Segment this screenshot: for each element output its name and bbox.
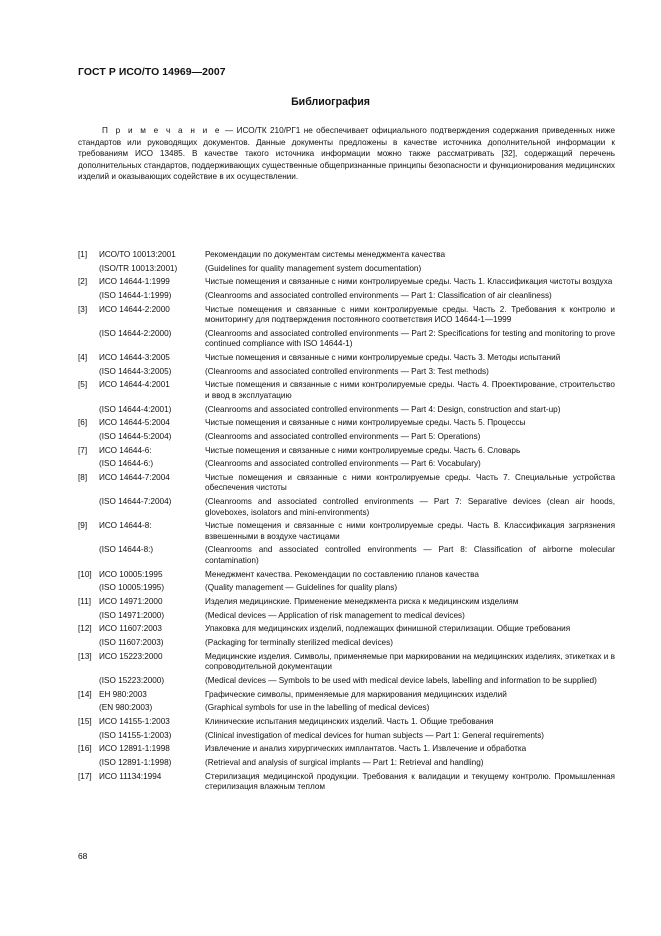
bibliography-list [78,250,615,796]
standard-code: ИСО 14644-4:2001 [99,380,170,390]
bibliography-row [78,731,615,741]
bibliography-entry [78,717,615,741]
bibliography-entry [78,652,615,687]
standard-title: Чистые помещения и связанные с ними контролируемые среды. Часть 7. Специальные устройства обеспечения чистоты [205,473,615,493]
standard-title: (Clinical investigation of medical devices for human subjects — Part 1: General requirements) [205,730,545,740]
entry-number: [10] [78,569,92,579]
entry-number: [6] [78,418,88,428]
entry-number [78,583,99,593]
standard-title: Медицинские изделия. Символы, применяемые при маркировании на медицинских изделиях, этикетках и в сопроводительной документации [205,651,615,672]
entry-number [78,758,99,768]
entry-number: [9] [78,521,88,531]
entry-number: [11] [78,596,92,606]
bibliography-note [78,125,615,183]
standard-title: Извлечение и анализ хирургических имплантатов. Часть 1. Извлечение и обработка [205,744,527,754]
standard-code: (ISO 14971:2000) [99,610,165,620]
standard-code: (ISO/TR 10013:2001) [99,263,178,273]
standard-code: ИСО 14155-1:2003 [99,716,170,726]
standard-title: Упаковка для медицинских изделий, подлежащих финишной стерилизации. Общие требования [205,624,571,634]
standard-code: ИСО 14644-3:2005 [99,353,170,363]
standard-title: (Cleanrooms and associated controlled environments — Part 1: Classification of air cleanliness) [205,291,552,301]
standard-title: (Cleanrooms and associated controlled environments — Part 8: Classification of airborne molecular contamination) [205,545,615,565]
entry-number [78,405,99,415]
entry-number [78,731,99,741]
bibliography-entry [78,744,615,768]
bibliography-row [78,353,615,363]
standard-code: (ISO 14644-3:2005) [99,366,172,376]
standard-title: Чистые помещения и связанные с ними контролируемые среды. Часть 6. Словарь [205,445,521,455]
bibliography-row [78,624,615,634]
standard-title: Рекомендации по документам системы менеджмента качества [205,250,446,259]
standard-title: (Medical devices — Symbols to be used with medical device labels, labelling and information to be supplied) [205,675,597,685]
entry-number: [15] [78,716,92,726]
standard-title: (Quality management — Guidelines for quality plans) [205,583,398,593]
standard-code: ИСО 14644-1:1999 [99,277,170,287]
bibliography-row [78,277,615,287]
entry-number [78,638,99,648]
bibliography-row [78,717,615,727]
standard-code: ЕН 980:2003 [99,689,147,699]
bibliography-entry [78,446,615,470]
bibliography-row [78,446,615,456]
bibliography-row [78,329,615,350]
entry-number [78,611,99,621]
bibliography-entry [78,277,615,301]
standard-title: (Retrieval and analysis of surgical implants — Part 1: Retrieval and handling) [205,758,484,768]
bibliography-row [78,772,615,793]
standard-title: (Cleanrooms and associated controlled environments — Part 7: Separative devices (clean air hoods, gloveboxes, isolators and mini-environments) [205,497,615,517]
bibliography-row [78,405,615,415]
bibliography-row [78,744,615,754]
standard-title: (Guidelines for quality management system documentation) [205,263,422,273]
section-title: Библиография [291,96,370,108]
entry-number [78,676,99,686]
standard-code: ИСО 15223:2000 [99,651,163,661]
bibliography-row [78,418,615,428]
entry-number: [7] [78,445,88,455]
entry-number [78,497,99,518]
standard-code: ИСО 14644-6: [99,445,152,455]
standard-code: (ISO 15223:2000) [99,675,165,685]
bibliography-row [78,264,615,274]
bibliography-entry [78,380,615,415]
bibliography-row [78,459,615,469]
standard-code: ИСО 14644-7:2004 [99,473,170,483]
standard-title: Чистые помещения и связанные с ними контролируемые среды. Часть 3. Методы испытаний [205,353,561,363]
standard-title: (Packaging for terminally sterilized medical devices) [205,638,393,648]
standard-code: (EN 980:2003) [99,703,153,713]
standard-title: Чистые помещения и связанные с ними контролируемые среды. Часть 4. Проектирование, строительство и ввод в эксплуатацию [205,380,615,400]
bibliography-row [78,432,615,442]
bibliography-entry [78,690,615,714]
bibliography-entry [78,250,615,274]
bibliography-row [78,367,615,377]
standard-code: (ISO 12891-1:1998) [99,758,172,768]
standard-title: (Cleanrooms and associated controlled environments — Part 3: Test methods) [205,366,489,376]
standard-title: Чистые помещения и связанные с ними контролируемые среды. Часть 5. Процессы [205,418,526,428]
standard-title: Клинические испытания медицинских изделий. Часть 1. Общие требования [205,716,494,726]
standard-code: ИСО 12891-1:1998 [99,744,170,754]
bibliography-row [78,597,615,607]
bibliography-entry [78,772,615,793]
entry-number: [3] [78,304,88,314]
bibliography-entry [78,570,615,594]
document-id: ГОСТ Р ИСО/ТО 14969—2007 [78,67,226,78]
bibliography-row [78,250,615,260]
bibliography-row [78,497,615,518]
bibliography-row [78,638,615,648]
page-number: 68 [78,851,88,861]
note-text: — ИСО/ТК 210/РГ1 не обеспечивает официального подтверждения содержания приведенных ниже стандартов или руководящих документов. Данные документы предложены в качестве источника дополнительной информации к требованиям ИСО 13485. В качестве такого источника информации можно также рассматривать [32], содержащий перечень дополнительных стандартов, поддерживающих существенные общепризнанные принципы безопасности и функционирования медицинских изделий и оказывающих содействие в их осуществлении. [78,126,616,181]
standard-code: (ISO 14644-4:2001) [99,404,172,414]
bibliography-row [78,611,615,621]
bibliography-entry [78,521,615,566]
bibliography-entry [78,418,615,442]
standard-title: Чистые помещения и связанные с ними контролируемые среды. Часть 1. Классификация чистоты воздуха [205,277,613,287]
entry-number: [5] [78,380,88,390]
standard-code: (ISO 14644-5:2004) [99,431,172,441]
standard-title: (Cleanrooms and associated controlled environments — Part 6: Vocabulary) [205,459,481,469]
bibliography-row [78,758,615,768]
bibliography-row [78,545,615,566]
standard-code: ИСО 11607:2003 [99,624,162,634]
bibliography-row [78,305,615,326]
standard-code: ИСО 14644-2:2000 [99,304,170,314]
standard-code: (ISO 14644-7:2004) [99,497,172,507]
entry-number: [1] [78,250,88,259]
entry-number [78,291,99,301]
bibliography-entry [78,473,615,518]
standard-code: ИСО 11134:1994 [99,771,162,781]
bibliography-row [78,690,615,700]
standard-code: ИСО 14971:2000 [99,596,163,606]
bibliography-row [78,291,615,301]
bibliography-row [78,380,615,401]
entry-number [78,545,99,566]
bibliography-row [78,473,615,494]
entry-number [78,329,99,350]
standard-title: Чистые помещения и связанные с ними контролируемые среды. Часть 2. Требования к контролю и мониторингу для подтверждения постоянного соответствия ИСО 14644-1—1999 [205,304,615,325]
standard-title: Стерилизация медицинской продукции. Требования к валидации и текущему контролю. Промышленная стерилизация влажным теплом [205,771,615,792]
entry-number: [17] [78,771,92,781]
standard-title: (Cleanrooms and associated controlled environments — Part 5: Operations) [205,431,481,441]
standard-title: Изделия медицинские. Применение менеджмента риска к медицинским изделиям [205,596,519,606]
standard-title: (Cleanrooms and associated controlled environments — Part 2: Specifications for testing and monitoring to prove continued compliance with ISO 14644-1) [205,328,615,349]
standard-code: (ISO 10005:1995) [99,583,165,593]
standard-code: ИСО 14644-5:2004 [99,418,170,428]
entry-number: [16] [78,744,92,754]
bibliography-entry [78,353,615,377]
standard-title: (Graphical symbols for use in the labelling of medical devices) [205,703,430,713]
entry-number: [14] [78,689,92,699]
bibliography-row [78,583,615,593]
standard-title: Графические символы, применяемые для маркирования медицинских изделий [205,689,507,699]
standard-title: (Cleanrooms and associated controlled environments — Part 4: Design, construction and start-up) [205,404,561,414]
entry-number [78,432,99,442]
entry-number: [4] [78,353,88,363]
standard-code: ИСО/ТО 10013:2001 [99,250,176,259]
entry-number [78,264,99,274]
bibliography-entry [78,597,615,621]
standard-code: (ISO 14155-1:2003) [99,730,172,740]
bibliography-row [78,521,615,542]
entry-number [78,367,99,377]
standard-code: ИСО 10005:1995 [99,569,163,579]
standard-code: (ISO 14644-1:1999) [99,291,172,301]
bibliography-entry [78,624,615,648]
bibliography-row [78,676,615,686]
standard-title: (Medical devices — Application of risk management to medical devices) [205,610,465,620]
bibliography-entry [78,305,615,350]
standard-code: (ISO 14644-6:) [99,459,154,469]
entry-number [78,459,99,469]
standard-code: (ISO 14644-8:) [99,545,154,555]
standard-title: Чистые помещения и связанные с ними контролируемые среды. Часть 8. Классификация загрязнения взвешенными в воздухе частицами [205,521,615,541]
standard-code: (ISO 14644-2:2000) [99,328,172,338]
bibliography-row [78,570,615,580]
standard-code: (ISO 11607:2003) [99,638,164,648]
note-label: П р и м е ч а н и е [102,126,222,135]
entry-number: [12] [78,624,92,634]
entry-number: [8] [78,473,88,483]
standard-code: ИСО 14644-8: [99,521,152,531]
bibliography-row [78,652,615,673]
bibliography-row [78,703,615,713]
entry-number: [13] [78,651,92,661]
entry-number: [2] [78,277,88,287]
standard-title: Менеджмент качества. Рекомендации по составлению планов качества [205,569,479,579]
entry-number [78,703,99,713]
